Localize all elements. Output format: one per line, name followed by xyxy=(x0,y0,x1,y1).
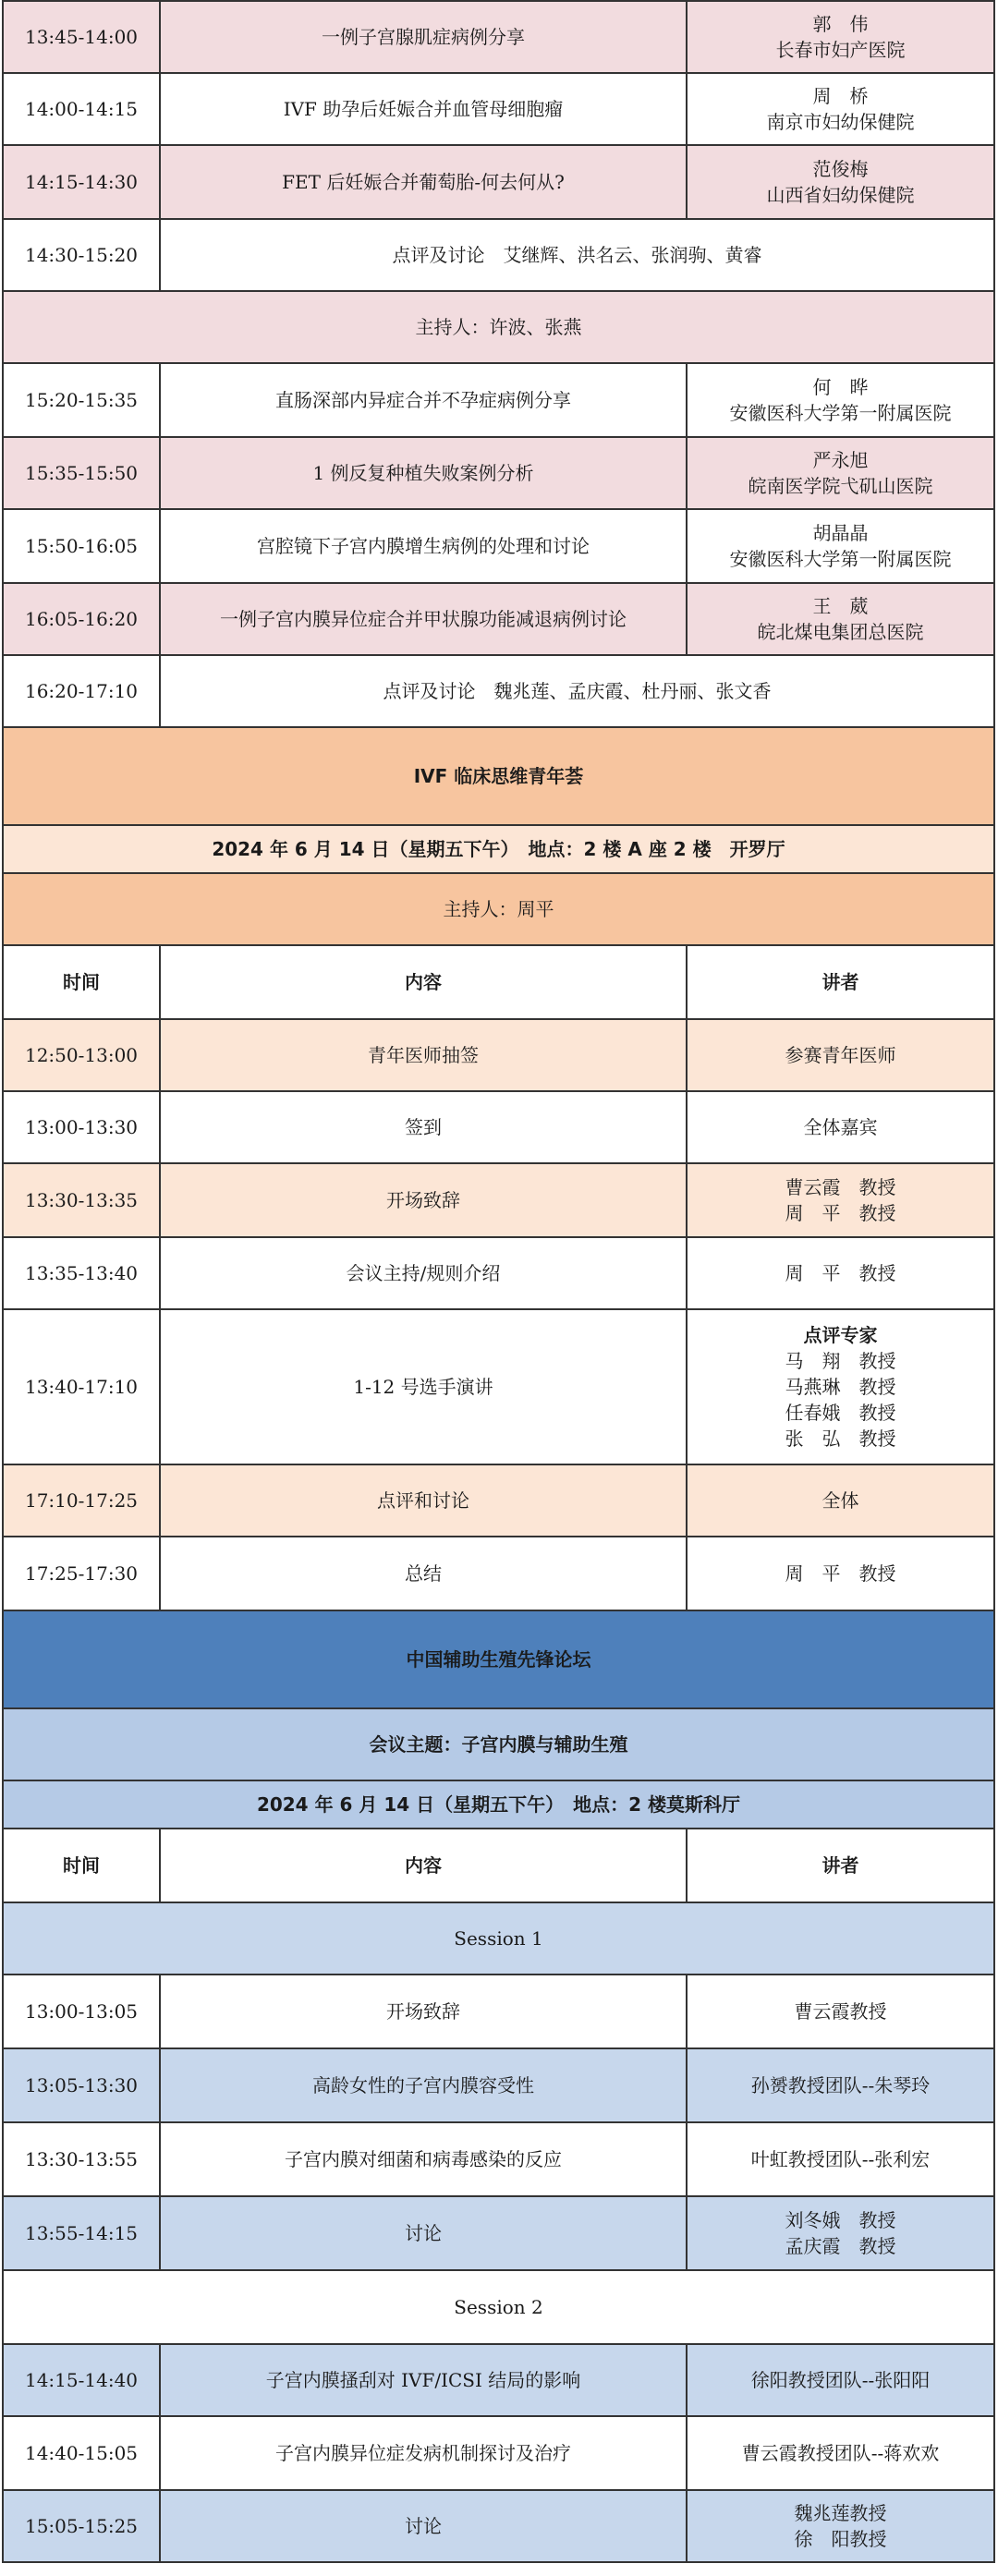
speaker-cell xyxy=(686,1020,995,1090)
content-text: 子宫内膜对细菌和病毒感染的反应 xyxy=(285,2148,562,2170)
content-text: 开场致辞 xyxy=(386,2000,460,2023)
time-cell xyxy=(2,1537,159,1610)
content-text: FET 后妊娠合并葡萄胎-何去何从? xyxy=(282,171,565,193)
discussion-cell xyxy=(159,220,995,290)
time-text: 16:05-16:20 xyxy=(24,608,139,630)
table-row xyxy=(2,1975,995,2049)
speaker-cell xyxy=(686,2,995,72)
content-text: 签到 xyxy=(405,1116,442,1138)
time-cell xyxy=(2,1238,159,1308)
table-row xyxy=(2,146,995,220)
speaker-line: 叶虹教授团队--张利宏 xyxy=(750,2148,931,2170)
content-cell xyxy=(159,146,686,218)
session-label-cell xyxy=(2,1903,995,1974)
session-label xyxy=(2,2271,995,2345)
speaker-line: 周 平 教授 xyxy=(785,1262,896,1284)
time-text: 15:20-15:35 xyxy=(24,389,139,411)
speaker-line: 任春娥 教授 xyxy=(785,1402,896,1424)
table-row xyxy=(2,2417,995,2491)
table-row xyxy=(2,510,995,584)
content-text: 直肠深部内异症合并不孕症病例分享 xyxy=(275,389,571,411)
table-row xyxy=(2,220,995,292)
time-cell xyxy=(2,584,159,654)
header-content-text: 内容 xyxy=(405,971,442,993)
time-text: 13:05-13:30 xyxy=(24,2074,139,2096)
content-cell xyxy=(159,584,686,654)
content-cell xyxy=(159,1020,686,1090)
time-text: 13:30-13:55 xyxy=(24,2148,139,2170)
table-row xyxy=(2,1020,995,1092)
table-row xyxy=(2,1465,995,1537)
content-cell xyxy=(159,1537,686,1610)
table-row xyxy=(2,2049,995,2123)
header-time-text: 时间 xyxy=(63,1854,100,1877)
content-cell xyxy=(159,2417,686,2489)
content-cell xyxy=(159,1238,686,1308)
table-row xyxy=(2,1238,995,1310)
header-speaker-text: 讲者 xyxy=(822,1854,859,1877)
content-cell xyxy=(159,2123,686,2195)
time-text: 15:50-16:05 xyxy=(24,535,139,557)
content-cell xyxy=(159,2197,686,2269)
time-text: 13:45-14:00 xyxy=(24,26,139,48)
speaker-line: 刘冬娥 教授 xyxy=(785,2209,896,2231)
header-time-text: 时间 xyxy=(63,971,100,993)
content-text: 会议主持/规则介绍 xyxy=(346,1262,501,1284)
table-row xyxy=(2,438,995,510)
host-row-cell xyxy=(2,874,995,944)
time-text: 14:15-14:40 xyxy=(24,2369,139,2391)
time-cell xyxy=(2,364,159,436)
time-text: 14:00-14:15 xyxy=(24,98,139,120)
content-text: 1 例反复种植失败案例分析 xyxy=(312,462,534,484)
speaker-cell xyxy=(686,2491,995,2561)
speaker-line: 范俊梅 xyxy=(812,158,869,180)
speaker-cell xyxy=(686,2049,995,2121)
date-location xyxy=(2,1781,995,1829)
speaker-cell xyxy=(686,1164,995,1236)
content-text: 子宫内膜异位症发病机制探讨及治疗 xyxy=(275,2442,571,2464)
date-location-cell xyxy=(2,826,995,872)
content-cell xyxy=(159,74,686,144)
content-text: 一例子宫腺肌症病例分享 xyxy=(322,26,525,48)
content-cell xyxy=(159,2049,686,2121)
date-location-cell xyxy=(2,1781,995,1828)
speaker-title: 点评专家 xyxy=(803,1324,878,1346)
date-location-text: 2024 年 6 月 14 日（星期五下午） 地点：2 楼 A 座 2 楼 开罗厅 xyxy=(212,838,785,860)
header-time xyxy=(2,946,159,1018)
content-cell xyxy=(159,2,686,72)
time-text: 13:55-14:15 xyxy=(24,2222,139,2244)
speaker-cell xyxy=(686,2417,995,2489)
discussion-text: 点评及讨论 艾继辉、洪名云、张润驹、黄睿 xyxy=(392,244,762,266)
time-cell xyxy=(2,2049,159,2121)
speaker-cell xyxy=(686,364,995,436)
session-label-text: Session 2 xyxy=(454,2296,543,2318)
speaker-line: 曹云霞教授 xyxy=(794,2000,887,2023)
time-cell xyxy=(2,510,159,582)
content-text: 高龄女性的子宫内膜容受性 xyxy=(312,2074,534,2096)
content-text: IVF 助孕后妊娠合并血管母细胞瘤 xyxy=(283,98,564,120)
speaker-cell xyxy=(686,1092,995,1162)
speaker-line: 山西省妇幼保健院 xyxy=(766,184,915,206)
content-text: 一例子宫内膜异位症合并甲状腺功能减退病例讨论 xyxy=(220,608,627,630)
speaker-line: 曹云霞 教授 xyxy=(785,1176,896,1198)
speaker-cell xyxy=(686,1537,995,1610)
time-cell xyxy=(2,1310,159,1464)
speaker-line: 皖北煤电集团总医院 xyxy=(757,621,924,643)
speaker-cell xyxy=(686,510,995,582)
session-label-text: Session 1 xyxy=(454,1927,543,1950)
time-text: 13:40-17:10 xyxy=(24,1376,139,1398)
header-content-text: 内容 xyxy=(405,1854,442,1877)
content-cell xyxy=(159,1092,686,1162)
time-cell xyxy=(2,1092,159,1162)
table-row xyxy=(2,0,995,74)
header-content xyxy=(159,1829,686,1902)
speaker-line: 孟庆霞 教授 xyxy=(785,2235,896,2257)
session-label-cell xyxy=(2,2271,995,2343)
time-text: 13:00-13:30 xyxy=(24,1116,139,1138)
time-text: 13:30-13:35 xyxy=(24,1189,139,1211)
content-cell xyxy=(159,438,686,508)
content-cell xyxy=(159,1975,686,2047)
table-header-row xyxy=(2,1829,995,1903)
speaker-line: 周 桥 xyxy=(812,85,869,107)
time-cell xyxy=(2,2417,159,2489)
content-text: 讨论 xyxy=(405,2222,442,2244)
theme-text: 会议主题：子宫内膜与辅助生殖 xyxy=(369,1733,628,1756)
section-title-text: IVF 临床思维青年荟 xyxy=(413,765,584,787)
content-text: 总结 xyxy=(405,1562,442,1585)
time-cell xyxy=(2,74,159,144)
section-title-cell xyxy=(2,1611,995,1707)
table-row xyxy=(2,2345,995,2417)
speaker-cell xyxy=(686,74,995,144)
section-title xyxy=(2,728,995,826)
speaker-line: 孙赟教授团队--朱琴玲 xyxy=(750,2074,931,2096)
content-cell xyxy=(159,1465,686,1536)
table-row xyxy=(2,1537,995,1611)
date-location-text: 2024 年 6 月 14 日（星期五下午） 地点：2 楼莫斯科厅 xyxy=(256,1793,741,1816)
content-text: 开场致辞 xyxy=(386,1189,460,1211)
speaker-line: 马燕琳 教授 xyxy=(785,1376,896,1398)
speaker-cell xyxy=(686,1310,995,1464)
discussion-text: 点评及讨论 魏兆莲、孟庆霞、杜丹丽、张文香 xyxy=(383,680,772,702)
time-cell xyxy=(2,146,159,218)
theme xyxy=(2,1709,995,1781)
table-row xyxy=(2,2197,995,2271)
time-cell xyxy=(2,1020,159,1090)
speaker-line: 周 平 教授 xyxy=(785,1202,896,1224)
time-text: 14:40-15:05 xyxy=(24,2442,139,2464)
time-text: 13:00-13:05 xyxy=(24,2000,139,2023)
speaker-cell xyxy=(686,2345,995,2415)
section-title-text: 中国辅助生殖先锋论坛 xyxy=(406,1648,591,1671)
content-cell xyxy=(159,2345,686,2415)
content-cell xyxy=(159,1310,686,1464)
speaker-cell xyxy=(686,438,995,508)
time-text: 15:35-15:50 xyxy=(24,462,139,484)
speaker-cell xyxy=(686,2197,995,2269)
time-cell xyxy=(2,438,159,508)
speaker-line: 全体嘉宾 xyxy=(803,1116,878,1138)
table-row xyxy=(2,74,995,146)
table-row xyxy=(2,2123,995,2197)
time-text: 12:50-13:00 xyxy=(24,1044,139,1066)
speaker-cell xyxy=(686,1975,995,2047)
speaker-line: 长春市妇产医院 xyxy=(775,39,906,61)
header-time xyxy=(2,1829,159,1902)
time-cell xyxy=(2,1465,159,1536)
time-text: 17:25-17:30 xyxy=(24,1562,139,1585)
time-text: 14:15-14:30 xyxy=(24,171,139,193)
speaker-line: 全体 xyxy=(822,1489,859,1512)
table-row xyxy=(2,1164,995,1238)
session-label xyxy=(2,1903,995,1975)
content-text: 1-12 号选手演讲 xyxy=(353,1376,493,1398)
theme-cell xyxy=(2,1709,995,1780)
host-row xyxy=(2,874,995,946)
speaker-line: 王 葳 xyxy=(812,595,869,617)
time-cell xyxy=(2,2491,159,2561)
table-row xyxy=(2,656,995,728)
speaker-line: 郭 伟 xyxy=(812,13,869,35)
speaker-line: 徐 阳教授 xyxy=(794,2528,887,2550)
content-text: 宫腔镜下子宫内膜增生病例的处理和讨论 xyxy=(257,535,590,557)
content-text: 子宫内膜搔刮对 IVF/ICSI 结局的影响 xyxy=(265,2369,581,2391)
header-speaker xyxy=(686,1829,995,1902)
time-cell xyxy=(2,220,159,290)
speaker-line: 周 平 教授 xyxy=(785,1562,896,1585)
time-text: 13:35-13:40 xyxy=(24,1262,139,1284)
time-text: 15:05-15:25 xyxy=(24,2515,139,2537)
speaker-cell xyxy=(686,146,995,218)
time-cell xyxy=(2,2197,159,2269)
host-row-cell xyxy=(2,292,995,362)
time-text: 14:30-15:20 xyxy=(24,244,139,266)
time-cell xyxy=(2,1975,159,2047)
speaker-line: 徐阳教授团队--张阳阳 xyxy=(750,2369,931,2391)
speaker-line: 魏兆莲教授 xyxy=(794,2502,887,2524)
speaker-line: 严永旭 xyxy=(812,449,869,471)
speaker-cell xyxy=(686,1465,995,1536)
host-row xyxy=(2,292,995,364)
time-cell xyxy=(2,2123,159,2195)
speaker-line: 安徽医科大学第一附属医院 xyxy=(729,548,952,570)
discussion-cell xyxy=(159,656,995,726)
table-row xyxy=(2,1310,995,1465)
content-cell xyxy=(159,2491,686,2561)
time-cell xyxy=(2,1164,159,1236)
table-row xyxy=(2,2491,995,2563)
speaker-cell xyxy=(686,584,995,654)
speaker-line: 参赛青年医师 xyxy=(785,1044,896,1066)
host-row-text: 主持人：周平 xyxy=(443,898,554,920)
section-title xyxy=(2,1611,995,1709)
time-cell xyxy=(2,2,159,72)
content-text: 讨论 xyxy=(405,2515,442,2537)
speaker-line: 曹云霞教授团队--蒋欢欢 xyxy=(741,2442,940,2464)
time-cell xyxy=(2,2345,159,2415)
speaker-line: 胡晶晶 xyxy=(812,522,869,544)
section-title-cell xyxy=(2,728,995,824)
time-text: 17:10-17:25 xyxy=(24,1489,139,1512)
content-text: 点评和讨论 xyxy=(377,1489,469,1512)
table-row xyxy=(2,584,995,656)
table-row xyxy=(2,364,995,438)
table-row xyxy=(2,1092,995,1164)
content-text: 青年医师抽签 xyxy=(368,1044,479,1066)
host-row-text: 主持人：许波、张燕 xyxy=(415,316,582,338)
content-cell xyxy=(159,364,686,436)
speaker-line: 何 晔 xyxy=(812,376,869,398)
time-text: 16:20-17:10 xyxy=(24,680,139,702)
content-cell xyxy=(159,510,686,582)
speaker-line: 张 弘 教授 xyxy=(785,1428,896,1450)
speaker-line: 皖南医学院弋矶山医院 xyxy=(748,475,933,497)
speaker-line: 马 翔 教授 xyxy=(785,1350,896,1372)
speaker-line: 安徽医科大学第一附属医院 xyxy=(729,402,952,424)
table-header-row xyxy=(2,946,995,1020)
speaker-cell xyxy=(686,2123,995,2195)
speaker-line: 南京市妇幼保健院 xyxy=(766,111,915,133)
header-content xyxy=(159,946,686,1018)
content-cell xyxy=(159,1164,686,1236)
header-speaker-text: 讲者 xyxy=(822,971,859,993)
date-location xyxy=(2,826,995,874)
speaker-cell xyxy=(686,1238,995,1308)
header-speaker xyxy=(686,946,995,1018)
time-cell xyxy=(2,656,159,726)
